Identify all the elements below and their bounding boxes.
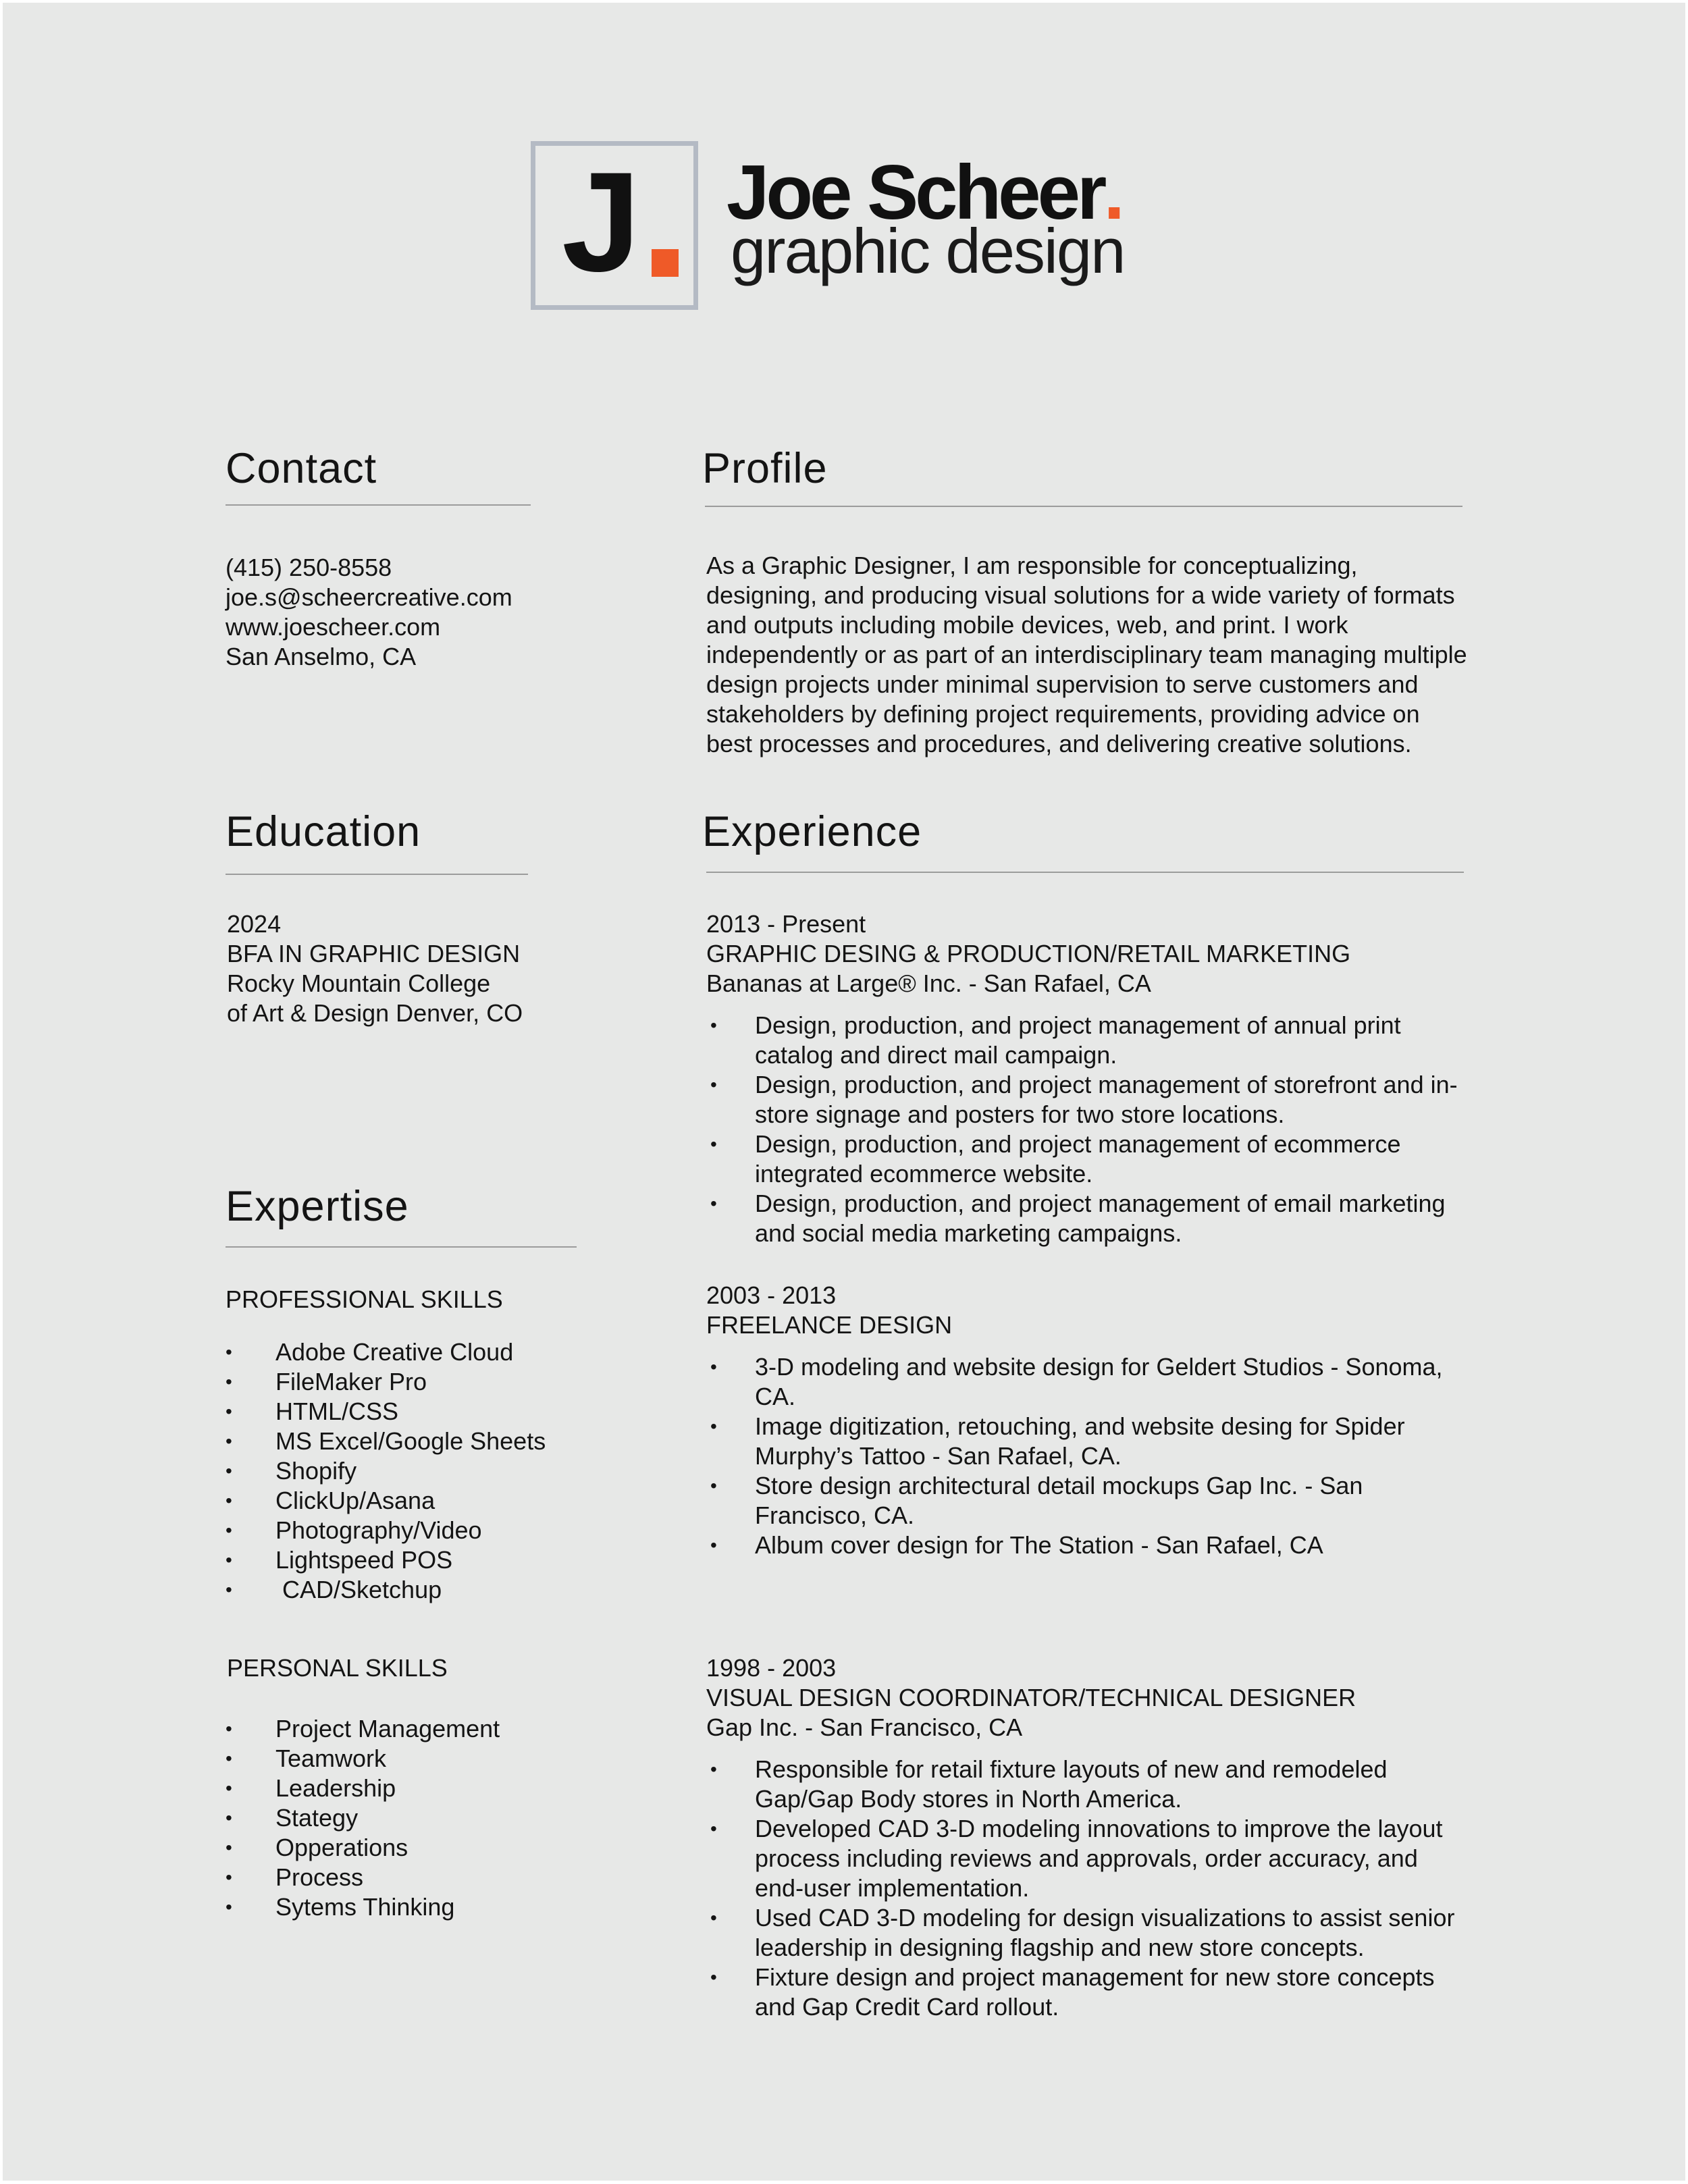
skill-item	[226, 1774, 604, 1803]
bullet-icon: •	[226, 1807, 232, 1828]
job-duty-text: 3-D modeling and website design for Geldert Studios - Sonoma, CA.	[755, 1353, 1443, 1410]
professional-skills-heading: PROFESSIONAL SKILLS	[226, 1285, 503, 1313]
skill-item	[226, 1427, 604, 1456]
education-heading: Education	[226, 808, 421, 855]
job-role: FREELANCE DESIGN	[706, 1311, 953, 1339]
bullet-icon: •	[226, 1460, 232, 1481]
job-duty-text: Fixture design and project management for new store concepts and Gap Credit Card rollout.	[755, 1963, 1435, 2021]
bullet-icon: •	[710, 1074, 717, 1095]
job-duty-text: Developed CAD 3-D modeling innovations to improve the layout process including reviews and approvals, order accuracy, and end-user implementation.	[755, 1815, 1443, 1902]
bullet-icon: •	[710, 1416, 717, 1437]
job-entry	[706, 1653, 1476, 2022]
contact-heading: Contact	[226, 445, 377, 492]
job-company: Gap Inc. - San Francisco, CA	[706, 1713, 1023, 1741]
profile-heading: Profile	[702, 445, 828, 492]
skill-item	[226, 1714, 604, 1744]
skill-label: Leadership	[275, 1774, 396, 1802]
skill-label: FileMaker Pro	[275, 1368, 427, 1395]
job-duty-text: Design, production, and project management of storefront and in-store signage and posters for two store locations.	[755, 1071, 1458, 1128]
bullet-icon: •	[710, 1193, 717, 1214]
skill-label: Teamwork	[275, 1744, 387, 1772]
name-accent-dot: .	[1103, 150, 1122, 236]
skill-item	[226, 1516, 604, 1545]
professional-skills-list	[226, 1337, 604, 1605]
skill-label: Lightspeed POS	[275, 1546, 453, 1574]
job-duty-item	[706, 1530, 1462, 1560]
job-duty-item	[706, 1011, 1462, 1070]
contact-email: joe.s@scheercreative.com	[226, 583, 512, 611]
contact-divider	[226, 504, 531, 506]
expertise-divider	[226, 1246, 577, 1248]
job-duty-text: Responsible for retail fixture layouts of new and remodeled Gap/Gap Body stores in North America.	[755, 1755, 1388, 1813]
bullet-icon: •	[226, 1867, 232, 1888]
job-duty-text: Design, production, and project management of annual print catalog and direct mail campaign.	[755, 1011, 1401, 1069]
bullet-icon: •	[710, 1759, 717, 1780]
job-company: Bananas at Large® Inc. - San Rafael, CA	[706, 969, 1151, 997]
job-entry	[706, 909, 1476, 1248]
contact-phone: (415) 250-8558	[226, 554, 392, 581]
job-duty-item	[706, 1352, 1462, 1412]
bullet-icon: •	[226, 1490, 232, 1511]
skill-item	[226, 1367, 604, 1397]
job-duties-list	[706, 1755, 1462, 2022]
skill-label: Project Management	[275, 1715, 500, 1742]
skill-label: MS Excel/Google Sheets	[275, 1427, 546, 1455]
bullet-icon: •	[226, 1341, 232, 1362]
job-duty-item	[706, 1755, 1462, 1814]
skill-item	[226, 1486, 604, 1516]
job-duties-list	[706, 1011, 1462, 1248]
job-duty-text: Design, production, and project management of email marketing and social media marketing campaigns.	[755, 1190, 1446, 1247]
skill-label: Shopify	[275, 1457, 357, 1485]
skill-item	[226, 1575, 604, 1605]
job-duty-item	[706, 1963, 1462, 2022]
bullet-icon: •	[226, 1549, 232, 1570]
experience-heading: Experience	[702, 808, 922, 855]
bullet-icon: •	[226, 1748, 232, 1769]
skill-item	[226, 1803, 604, 1833]
resume-page	[3, 3, 1685, 2181]
job-duty-item	[706, 1189, 1462, 1248]
job-entry	[706, 1281, 1476, 1560]
job-dates: 1998 - 2003	[706, 1654, 837, 1682]
name-text: Joe Scheer	[727, 150, 1104, 236]
skill-item	[226, 1397, 604, 1427]
skill-label: Opperations	[275, 1834, 408, 1861]
bullet-icon: •	[226, 1431, 232, 1451]
bullet-icon: •	[710, 1015, 717, 1036]
job-duty-text: Album cover design for The Station - San Rafael, CA	[755, 1531, 1323, 1559]
skill-item	[226, 1456, 604, 1486]
bullet-icon: •	[226, 1718, 232, 1739]
job-duty-text: Design, production, and project management of ecommerce integrated ecommerce website.	[755, 1130, 1401, 1188]
personal-skills-list	[226, 1714, 604, 1922]
skill-label: HTML/CSS	[275, 1397, 399, 1425]
skill-item	[226, 1337, 604, 1367]
education-degree: BFA IN GRAPHIC DESIGN	[227, 940, 521, 967]
personal-skills-heading: PERSONAL SKILLS	[227, 1654, 448, 1682]
skill-label: ClickUp/Asana	[275, 1487, 436, 1514]
education-details	[227, 909, 523, 1028]
bullet-icon: •	[226, 1401, 232, 1422]
skill-label: Process	[275, 1863, 364, 1891]
skill-label: Stategy	[275, 1804, 359, 1832]
education-year: 2024	[227, 910, 282, 938]
logo-letter: J	[562, 142, 635, 301]
job-role: VISUAL DESIGN COORDINATOR/TECHNICAL DESIGNER	[706, 1684, 1356, 1711]
education-school-location: of Art & Design Denver, CO	[227, 999, 523, 1027]
contact-details	[226, 553, 512, 672]
job-dates: 2013 - Present	[706, 910, 866, 938]
skill-item	[226, 1545, 604, 1575]
experience-divider	[706, 872, 1464, 873]
job-role: GRAPHIC DESING & PRODUCTION/RETAIL MARKETING	[706, 940, 1351, 967]
bullet-icon: •	[226, 1520, 232, 1541]
tagline: graphic design	[731, 215, 1125, 286]
job-duty-text: Store design architectural detail mockups Gap Inc. - San Francisco, CA.	[755, 1472, 1363, 1529]
job-duty-item	[706, 1471, 1462, 1530]
job-duty-item	[706, 1070, 1462, 1129]
expertise-heading: Expertise	[226, 1183, 409, 1230]
job-duties-list	[706, 1352, 1462, 1560]
bullet-icon: •	[710, 1967, 717, 1988]
skill-label: Adobe Creative Cloud	[275, 1338, 514, 1366]
bullet-icon: •	[710, 1818, 717, 1839]
education-divider	[226, 874, 528, 875]
bullet-icon: •	[226, 1778, 232, 1799]
skill-label: Sytems Thinking	[275, 1893, 455, 1921]
bullet-icon: •	[710, 1907, 717, 1928]
job-duty-text: Image digitization, retouching, and website desing for Spider Murphy’s Tattoo - San Rafael, CA.	[755, 1412, 1405, 1470]
bullet-icon: •	[226, 1896, 232, 1917]
job-duty-item	[706, 1814, 1462, 1903]
bullet-icon: •	[710, 1134, 717, 1154]
job-duty-text: Used CAD 3-D modeling for design visualizations to assist senior leadership in designing flagship and new store concepts.	[755, 1904, 1455, 1961]
bullet-icon: •	[226, 1837, 232, 1858]
bullet-icon: •	[226, 1371, 232, 1392]
skill-item	[226, 1892, 604, 1922]
skill-item	[226, 1833, 604, 1863]
bullet-icon: •	[710, 1535, 717, 1555]
skill-item	[226, 1744, 604, 1774]
job-duty-item	[706, 1412, 1462, 1471]
bullet-icon: •	[710, 1475, 717, 1496]
bullet-icon: •	[710, 1356, 717, 1377]
job-duty-item	[706, 1903, 1462, 1963]
skill-item	[226, 1863, 604, 1892]
contact-location: San Anselmo, CA	[226, 643, 417, 670]
education-school: Rocky Mountain College	[227, 969, 491, 997]
profile-divider	[705, 506, 1462, 507]
skill-label: Photography/Video	[275, 1516, 482, 1544]
job-dates: 2003 - 2013	[706, 1281, 837, 1309]
profile-summary: As a Graphic Designer, I am responsible for conceptualizing, designing, and producing visual solutions for a wide variety of formats and outputs including mobile devices, web, and print. I work independently or as part of an interdisciplinary team managing multiple design projects under minimal supervision to serve customers and stakeholders by defining project requirements, providing advice on best processes and procedures, and delivering creative solutions.	[706, 552, 1467, 757]
contact-website: www.joescheer.com	[226, 613, 441, 641]
skill-label: CAD/Sketchup	[275, 1576, 442, 1603]
job-duty-item	[706, 1129, 1462, 1189]
bullet-icon: •	[226, 1579, 232, 1600]
logo-accent-square	[652, 249, 679, 277]
